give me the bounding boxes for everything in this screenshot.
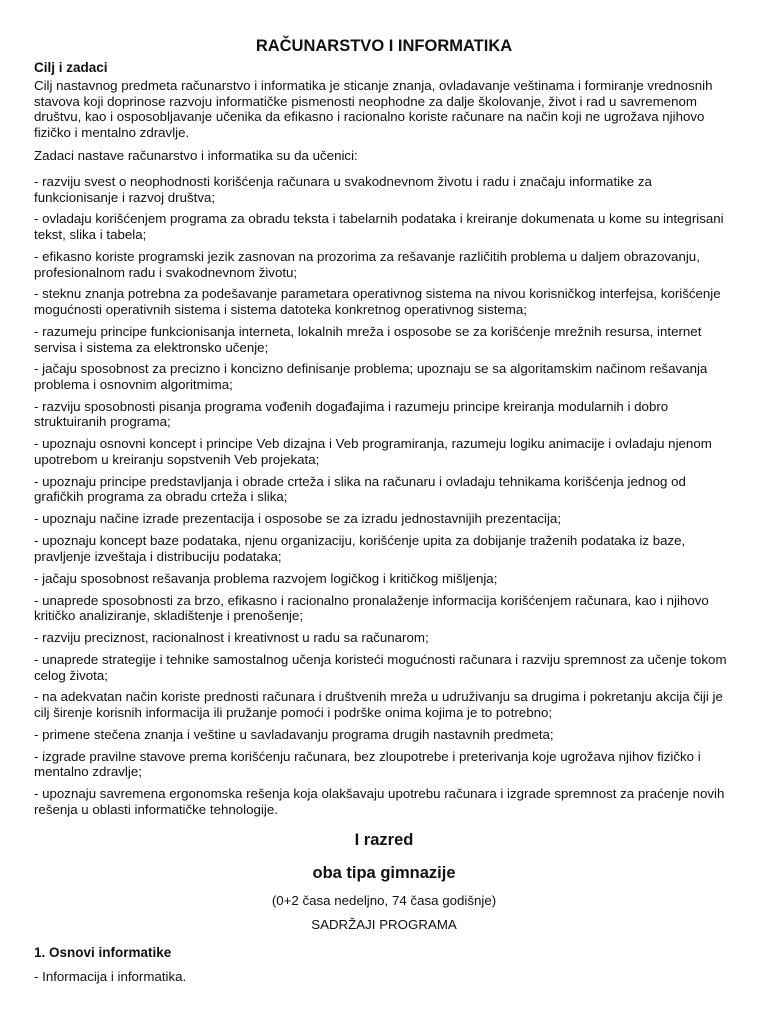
topic-item: - Informacija i informatika. xyxy=(34,968,187,984)
topic-heading: 1. Osnovi informatike xyxy=(34,944,172,960)
intro-paragraph: Cilj nastavnog predmeta računarstvo i informatika je sticanje znanja, ovladavanje veštinama i formiranje vrednosnih stavova koji doprinose razvoju informatičke pismenosti neophodne za dalje školovanje, život i rad u savremenom društvu, kao i osposobljavanje učenika da efikasno i racionalno koriste računare na način koji ne ugrožava njihovo fizičko i mentalno zdravlje. xyxy=(34,78,713,140)
task-item: - efikasno koriste programski jezik zasnovan na prozorima za rešavanje različitih problema u daljem obrazovanju, profesionalnom radu i svakodnevnom životu; xyxy=(34,248,700,280)
grade-title: I razred xyxy=(354,830,414,849)
program-contents-heading: SADRŽAJI PROGRAMA xyxy=(311,916,457,932)
task-item: - ovladaju korišćenjem programa za obradu teksta i tabelarnih podataka i kreiranje dokumenata u kome su integrisani tekst, slika i tabela; xyxy=(34,211,724,243)
task-item: - primene stečena znanja i veštine u savladavanju programa drugih nastavnih predmeta; xyxy=(34,726,554,742)
task-item: - unaprede sposobnosti za brzo, efikasno i racionalno pronalaženje informacija korišćenjem računara, kao i njihovo kritičko analiziranje, skladištenje i prenošenje; xyxy=(34,592,709,624)
task-item: - izgrade pravilne stavove prema korišćenju računara, bez zloupotrebe i preterivanja koje ugrožava njihov fizičko i mentalno zdravlje; xyxy=(34,748,701,780)
grade-subtitle: oba tipa gimnazije xyxy=(312,863,456,882)
task-item: - razviju preciznost, racionalnost i kreativnost u radu sa računarom; xyxy=(34,630,429,646)
document-title: RAČUNARSTVO I INFORMATIKA xyxy=(255,37,513,55)
task-item: - razumeju principe funkcionisanja interneta, lokalnih mreža i osposobe se za korišćenje mrežnih resursa, internet servisa i sistema za elektronsko učenje; xyxy=(34,323,702,355)
task-item: - jačaju sposobnost za precizno i koncizno definisanje problema; upoznaju se sa algoritamskim načinom rešavanja problema i osnovnim algoritmima; xyxy=(34,361,708,392)
task-item: - jačaju sposobnost rešavanja problema razvojem logičkog i kritičkog mišljenja; xyxy=(34,570,498,586)
task-item: - razviju sposobnosti pisanja programa vođenih događajima i razumeju principe kreiranja modularnih i dobro struktuiranih programa; xyxy=(34,398,669,430)
task-item: - upoznaju savremena ergonomska rešenja koja olakšavaju upotrebu računara i izgrade spremnost za praćenje novih rešenja u oblasti informatičke tehnologije. xyxy=(34,786,725,817)
task-item: - upoznaju osnovni koncept i principe Veb dizajna i Veb programiranja, razumeju logiku animacije i ovladaju njenom upotrebom u kreiranju sopstvenih Veb projekata; xyxy=(34,436,712,467)
task-item: - steknu znanja potrebna za podešavanje parametara operativnog sistema na nivou korisničkog interfejsa, korišćenje mogućnosti operativnih sistema i sistema datoteka konkretnog operativnog sistema; xyxy=(34,286,721,318)
tasks-list xyxy=(34,174,734,818)
hours-info: (0+2 časa nedeljno, 74 časa godišnje) xyxy=(271,892,497,908)
task-item: - unaprede strategije i tehnike samostalnog učenja koristeći mogućnosti računara i razviju spremnost za učenje tokom celog života; xyxy=(34,651,727,683)
task-item: - na adekvatan način koriste prednosti računara i društvenih mreža u udruživanju sa drugima i pokretanju akcija čiji je cilj širenje korisnih informacija ili pružanje pomoći i podrške onima kojima je to potrebno; xyxy=(34,689,723,721)
task-item: - upoznaju principe predstavljanja i obrade crteža i slika na računaru i ovladaju tehnikama korišćenja jednog od grafičkih programa za obradu crteža i slika; xyxy=(34,473,686,505)
task-item: - upoznaju koncept baze podataka, njenu organizaciju, korišćenje upita za dobijanje traženih podataka iz baze, pravljenje izveštaja i distribuciju podataka; xyxy=(34,533,686,564)
task-item: - razviju svest o neophodnosti korišćenja računara u svakodnevnom životu i radu i značaju informatike za funkcionisanje i razvoj društva; xyxy=(34,173,652,205)
tasks-lead-paragraph: Zadaci nastave računarstvo i informatika su da učenici: xyxy=(34,148,358,164)
task-item: - upoznaju načine izrade prezentacija i osposobe se za izradu jednostavnijih prezentacija; xyxy=(34,511,562,527)
section-heading-goals: Cilj i zadaci xyxy=(34,60,108,75)
